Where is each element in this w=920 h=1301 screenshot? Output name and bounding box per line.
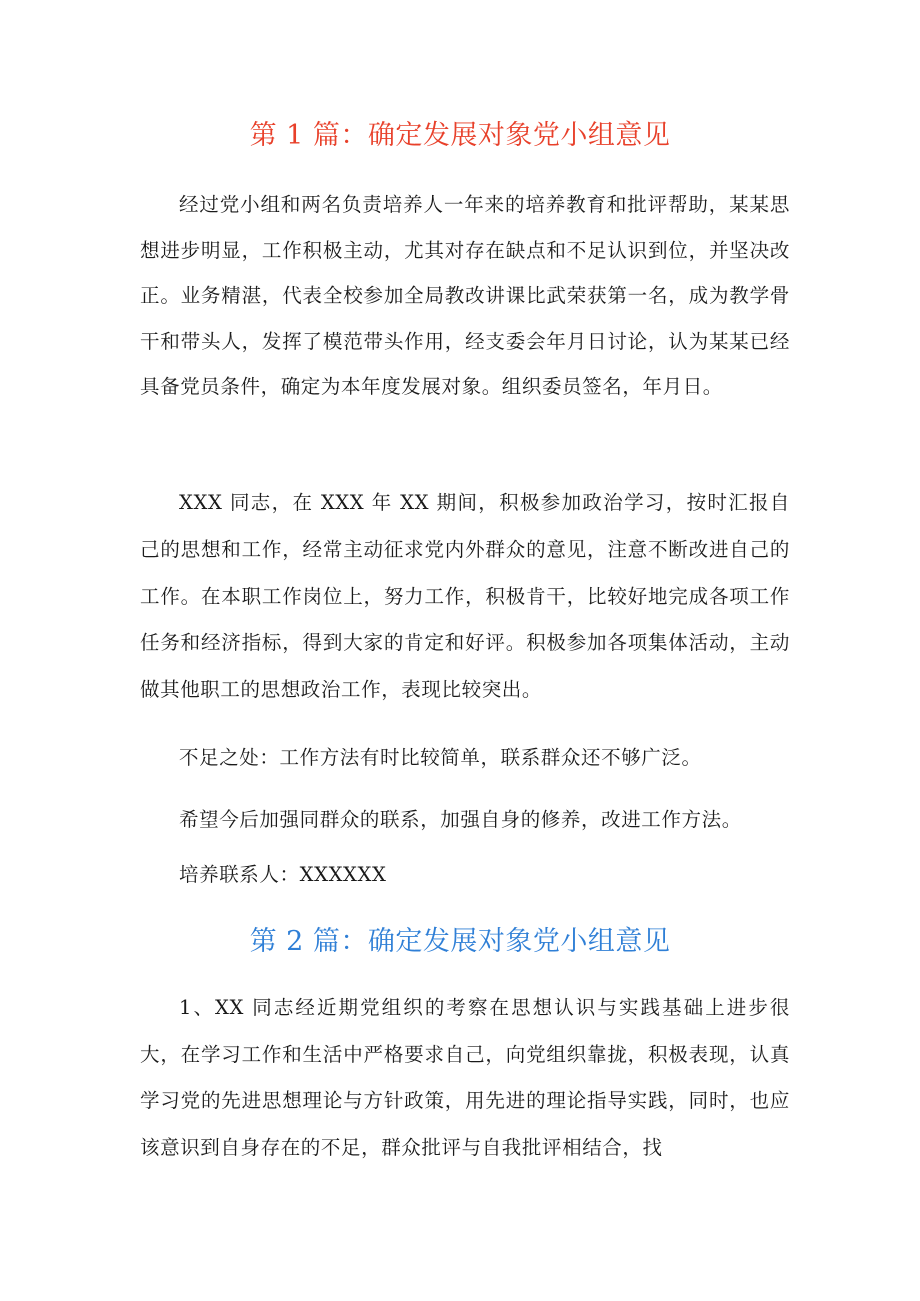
- section-1-paragraph-2: XXX 同志，在 XXX 年 XX 期间，积极参加政治学习，按时汇报自己的思想和工作，经常主动征求党内外群众的意见，注意不断改进自己的工作。在本职工作岗位上，努力工作，积极肯干，比较好地完成各项工作任务和经济指标，得到大家的肯定和好评。积极参加各项集体活动，主动做其他职工的思想政治工作，表现比较突出。: [140, 491, 790, 702]
- section-2-paragraph-1: 1、XX 同志经近期党组织的考察在思想认识与实践基础上进步很大，在学习工作和生活中严格要求自己，向党组织靠拢，积极表现，认真学习党的先进思想理论与方针政策，用先进的理论指导实践，同时，也应该意识到自身存在的不足，群众批评与自我批评相结合，找: [140, 996, 790, 1159]
- section-1-paragraph-4: 希望今后加强同群众的联系，加强自身的修养，改进工作方法。: [179, 808, 742, 831]
- section-2-title: 第 2 篇：确定发展对象党小组意见: [249, 926, 671, 957]
- section-1-paragraph-1: 经过党小组和两名负责培养人一年来的培养教育和批评帮助，某某思想进步明显，工作积极主动，尤其对存在缺点和不足认识到位，并坚决改正。业务精湛，代表全校参加全局教改讲课比武荣获第一名，成为教学骨干和带头人，发挥了模范带头作用，经支委会年月日讨论，认为某某已经具备党员条件，确定为本年度发展对象。组织委员签名，年月日。: [140, 193, 790, 399]
- section-1-paragraph-3: 不足之处：工作方法有时比较简单，联系群众还不够广泛。: [179, 746, 702, 769]
- section-1-paragraph-5: 培养联系人：XXXXXX: [179, 863, 387, 886]
- section-1-title: 第 1 篇：确定发展对象党小组意见: [249, 120, 671, 151]
